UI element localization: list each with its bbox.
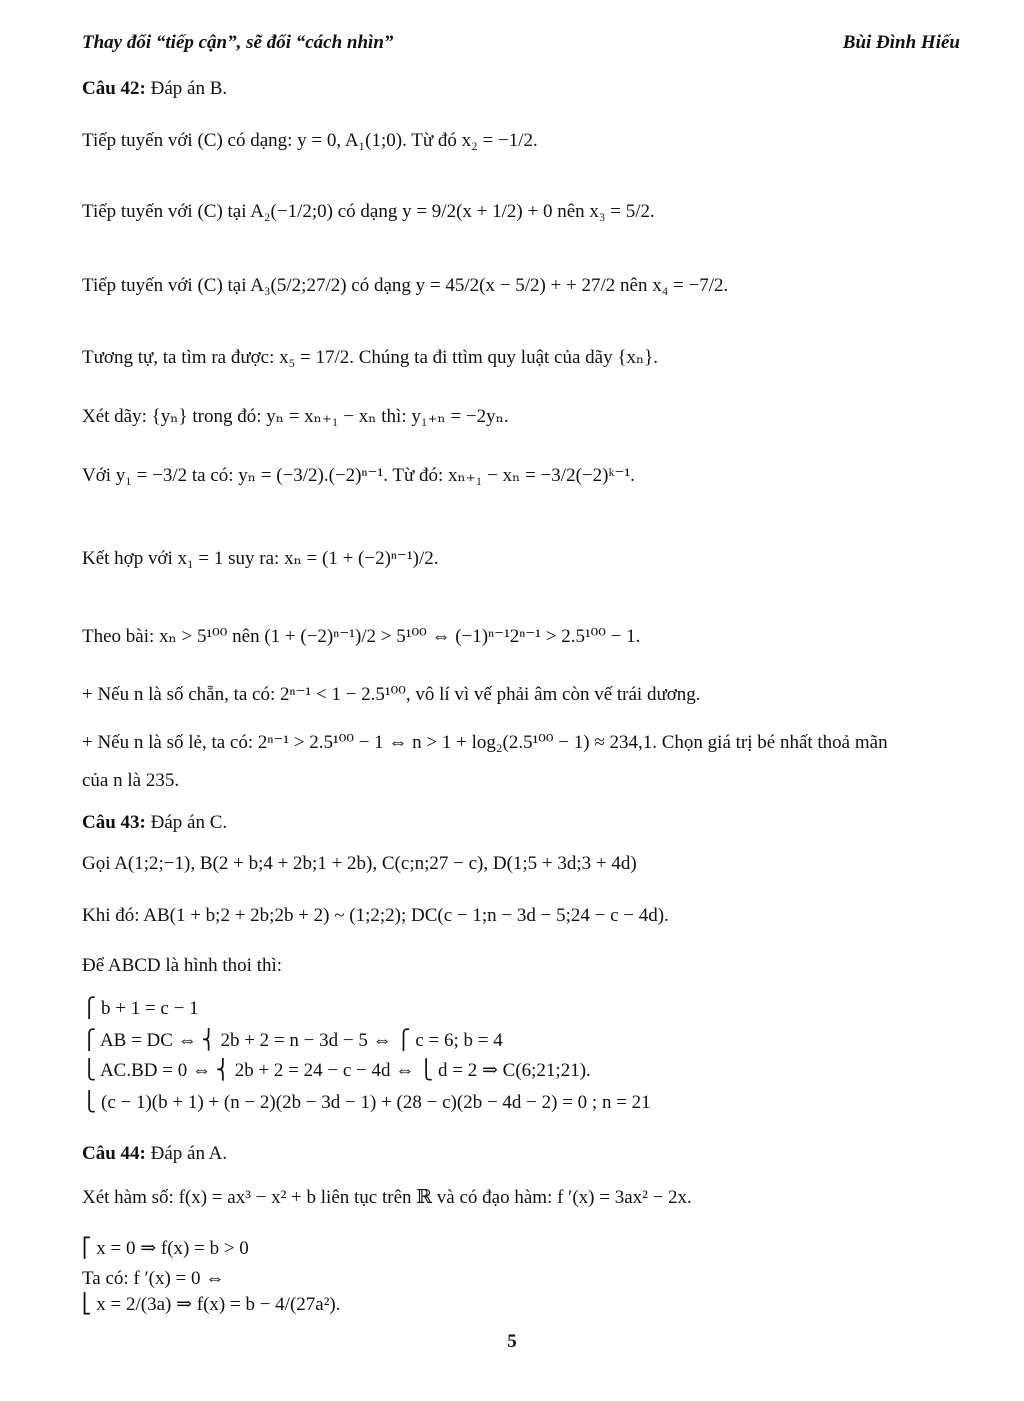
text-line	[82, 770, 964, 793]
line-text: Khi đó: AB(1 + b;2 + 2b;2b + 2) ~ (1;2;2); DC(c − 1;n − 3d − 5;24 − c − 4d).	[82, 905, 669, 926]
line-text: Ta có: f ′(x) = 0 ⇔	[82, 1268, 225, 1289]
text-line	[82, 1060, 964, 1083]
text-line	[82, 1268, 964, 1291]
text-line	[82, 548, 964, 571]
line-text: Với y₁ = −3/2 ta có: yₙ = (−3/2).(−2)ⁿ⁻¹. Từ đó: xₙ₊₁ − xₙ = −3/2(−2)ᵏ⁻¹.	[82, 465, 635, 486]
line-text: ⎣ x = 2/(3a) ⇒ f(x) = b − 4/(27a²).	[82, 1294, 341, 1315]
line-text: Đáp án A.	[150, 1143, 228, 1164]
line-text: Đáp án C.	[150, 812, 228, 833]
page-number: 5	[507, 1331, 517, 1352]
line-text: ⎧ AB = DC ⇔ ⎨ 2b + 2 = n − 3d − 5 ⇔ ⎧ c = 6; b = 4	[82, 1030, 503, 1051]
text-line	[82, 275, 964, 298]
text-line	[82, 732, 964, 755]
line-text: Tiếp tuyến với (C) có dạng: y = 0, A₁(1;0). Từ đó x₂ = −1/2.	[82, 130, 538, 151]
line-text: ⎩ (c − 1)(b + 1) + (n − 2)(2b − 3d − 1) + (28 − c)(2b − 4d − 2) = 0 ; n = 21	[82, 1092, 651, 1113]
text-line	[82, 1143, 964, 1166]
line-text: Kết hợp với x₁ = 1 suy ra: xₙ = (1 + (−2)ⁿ⁻¹)/2.	[82, 548, 439, 569]
line-text: ⎩ AC.BD = 0 ⇔ ⎨ 2b + 2 = 24 − c − 4d ⇔ ⎩ d = 2 ⇒ C(6;21;21).	[82, 1060, 591, 1081]
line-text: + Nếu n là số chẵn, ta có: 2ⁿ⁻¹ < 1 − 2.5¹⁰⁰, vô lí vì vế phải âm còn vế trái dương.	[82, 684, 701, 705]
line-text: của n là 235.	[82, 770, 180, 791]
text-line	[82, 78, 964, 101]
text-line	[82, 1030, 964, 1053]
text-line	[82, 1092, 964, 1115]
text-line	[82, 347, 964, 370]
text-line	[82, 465, 964, 488]
text-line	[82, 853, 964, 876]
line-text: Để ABCD là hình thoi thì:	[82, 955, 283, 976]
line-text: + Nếu n là số lẻ, ta có: 2ⁿ⁻¹ > 2.5¹⁰⁰ − 1 ⇔ n > 1 + log₂(2.5¹⁰⁰ − 1) ≈ 234,1. Chọn giá trị bé nhất thoả mãn	[82, 732, 888, 753]
line-text: Theo bài: xₙ > 5¹⁰⁰ nên (1 + (−2)ⁿ⁻¹)/2 > 5¹⁰⁰ ⇔ (−1)ⁿ⁻¹2ⁿ⁻¹ > 2.5¹⁰⁰ − 1.	[82, 626, 641, 647]
line-text: Gọi A(1;2;−1), B(2 + b;4 + 2b;1 + 2b), C(c;n;27 − c), D(1;5 + 3d;3 + 4d)	[82, 853, 637, 874]
question-label: Câu 42:	[82, 78, 151, 99]
line-text: Xét hàm số: f(x) = ax³ − x² + b liên tục trên ℝ và có đạo hàm: f ′(x) = 3ax² − 2x.	[82, 1187, 692, 1208]
text-line	[82, 1294, 964, 1317]
text-line	[82, 812, 964, 835]
line-text: ⎧ b + 1 = c − 1	[82, 998, 199, 1019]
question-label: Câu 43:	[82, 812, 151, 833]
text-line	[82, 201, 964, 224]
text-line	[82, 1187, 964, 1210]
line-text: ⎡ x = 0 ⇒ f(x) = b > 0	[82, 1238, 249, 1259]
text-line	[82, 406, 964, 429]
text-line	[82, 130, 964, 153]
text-line	[82, 626, 964, 649]
header-right: Bùi Đình Hiếu	[842, 32, 960, 53]
line-text: Tiếp tuyến với (C) tại A₂(−1/2;0) có dạng y = 9/2(x + 1/2) + 0 nên x₃ = 5/2.	[82, 201, 655, 222]
text-line	[82, 905, 964, 928]
text-line	[82, 955, 964, 978]
line-text: Tiếp tuyến với (C) tại A₃(5/2;27/2) có dạng y = 45/2(x − 5/2) + + 27/2 nên x₄ = −7/2.	[82, 275, 729, 296]
line-text: Xét dãy: {yₙ} trong đó: yₙ = xₙ₊₁ − xₙ thì: y₁₊ₙ = −2yₙ.	[82, 406, 509, 427]
text-line	[82, 684, 964, 707]
text-line	[82, 1238, 964, 1261]
header-left: Thay đổi “tiếp cận”, sẽ đổi “cách nhìn”	[82, 32, 394, 53]
text-line	[82, 998, 964, 1021]
line-text: Đáp án B.	[150, 78, 228, 99]
question-label: Câu 44:	[82, 1143, 151, 1164]
line-text: Tương tự, ta tìm ra được: x₅ = 17/2. Chúng ta đi ttìm quy luật của dãy {xₙ}.	[82, 347, 659, 368]
